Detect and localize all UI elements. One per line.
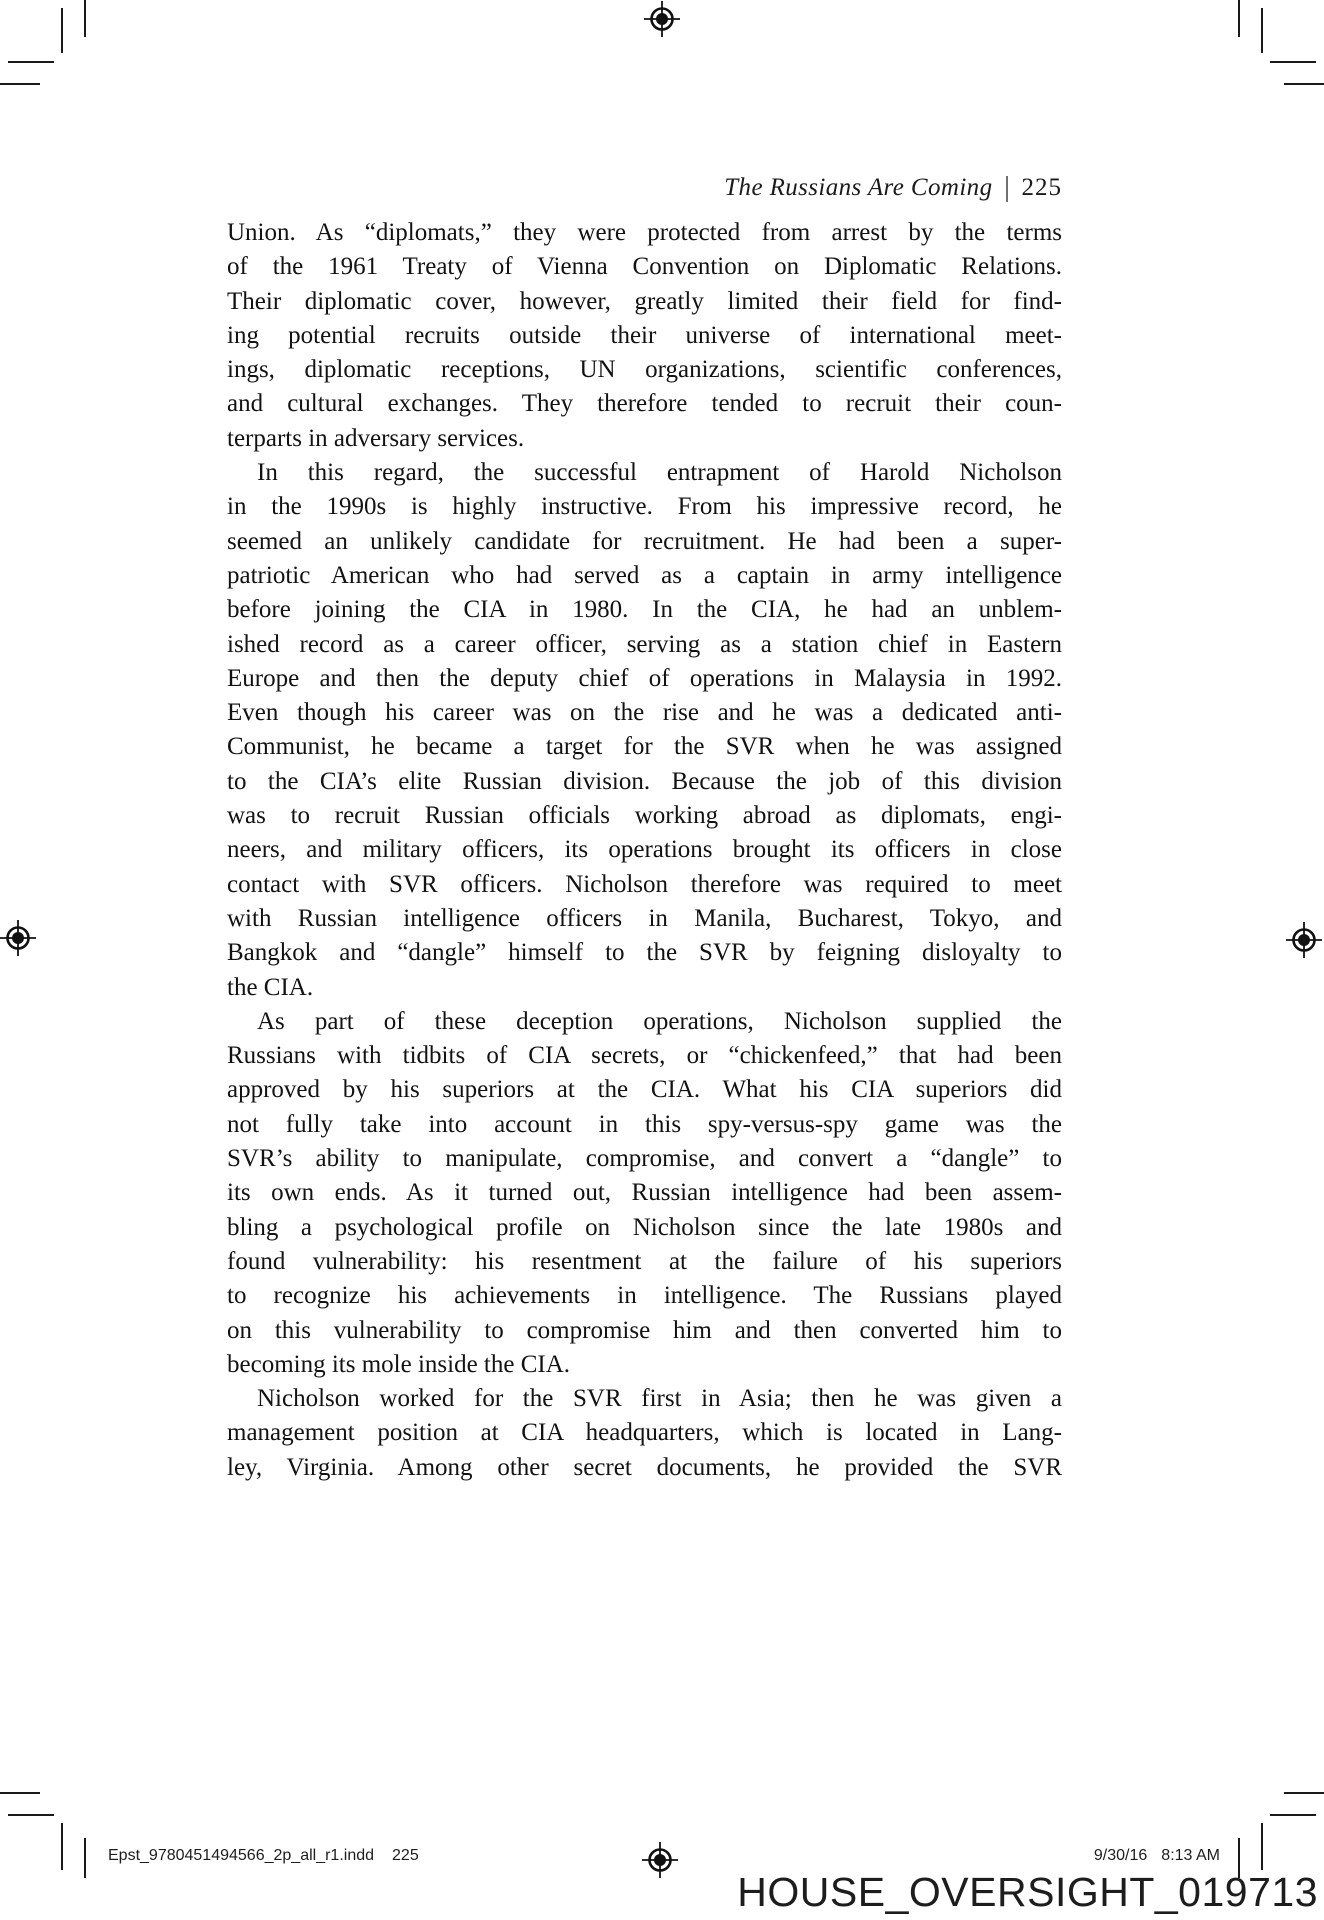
footer-slug-filename bbox=[108, 1847, 419, 1865]
body-line: approved by his superiors at the CIA. What his CIA superiors did bbox=[227, 1076, 1062, 1104]
registration-crosshair-icon bbox=[642, 1842, 678, 1878]
running-head bbox=[724, 171, 1062, 203]
body-line: before joining the CIA in 1980. In the CIA, he had an unblem- bbox=[227, 596, 1062, 624]
footer-slug-datetime bbox=[1094, 1847, 1220, 1865]
crop-mark bbox=[61, 1823, 63, 1870]
page-number: 225 bbox=[1021, 174, 1062, 201]
crop-mark bbox=[1284, 1792, 1324, 1794]
body-line: its own ends. As it turned out, Russian intelligence had been assem- bbox=[227, 1179, 1062, 1207]
body-line: Nicholson worked for the SVR first in Asia; then he was given a bbox=[257, 1385, 1062, 1413]
crop-mark bbox=[84, 0, 86, 37]
body-line: in the 1990s is highly instructive. From his impressive record, he bbox=[227, 493, 1062, 521]
crop-mark bbox=[1284, 83, 1324, 85]
body-line: As part of these deception operations, Nicholson supplied the bbox=[257, 1007, 1062, 1035]
indd-filename: Epst_9780451494566_2p_all_r1.indd bbox=[108, 1847, 375, 1864]
crop-mark bbox=[61, 8, 63, 53]
body-line: management position at CIA headquarters, which is located in Lang- bbox=[227, 1419, 1062, 1447]
body-line: becoming its mole inside the CIA. bbox=[227, 1350, 571, 1378]
body-line: with Russian intelligence officers in Manila, Bucharest, Tokyo, and bbox=[227, 904, 1062, 932]
body-line: and cultural exchanges. They therefore tended to recruit their coun- bbox=[227, 390, 1062, 418]
crop-mark bbox=[84, 1838, 86, 1878]
body-line: Russians with tidbits of CIA secrets, or “chickenfeed,” that had been bbox=[227, 1042, 1062, 1070]
crop-mark bbox=[1270, 1814, 1316, 1816]
body-line: ley, Virginia. Among other secret documents, he provided the SVR bbox=[227, 1453, 1062, 1481]
crop-mark bbox=[1270, 61, 1316, 63]
body-line: Their diplomatic cover, however, greatly limited their field for find- bbox=[227, 287, 1062, 315]
paragraph bbox=[227, 456, 1062, 1005]
crop-mark bbox=[0, 1792, 40, 1794]
body-line: bling a psychological profile on Nicholson since the late 1980s and bbox=[227, 1213, 1062, 1241]
bates-stamp: HOUSE_OVERSIGHT_019713 bbox=[737, 1869, 1318, 1915]
chapter-title: The Russians Are Coming bbox=[724, 174, 993, 201]
registration-crosshair-icon bbox=[1286, 922, 1322, 958]
body-line: Union. As “diplomats,” they were protected from arrest by the terms bbox=[227, 219, 1062, 246]
body-line: Communist, he became a target for the SVR when he was assigned bbox=[227, 733, 1062, 761]
body-line: the CIA. bbox=[227, 973, 314, 1001]
paragraph bbox=[227, 1382, 1062, 1485]
body-line: seemed an unlikely candidate for recruitment. He had been a super- bbox=[227, 527, 1062, 555]
crop-mark bbox=[1261, 1823, 1263, 1870]
crop-mark bbox=[0, 83, 40, 85]
indd-page-number: 225 bbox=[392, 1847, 419, 1864]
body-line: ished record as a career officer, serving as a station chief in Eastern bbox=[227, 630, 1062, 658]
body-line: on this vulnerability to compromise him and then converted him to bbox=[227, 1316, 1062, 1344]
body-line: patriotic American who had served as a captain in army intelligence bbox=[227, 561, 1062, 589]
crop-mark bbox=[1261, 8, 1263, 53]
body-line: terparts in adversary services. bbox=[227, 424, 525, 452]
crop-mark bbox=[8, 1814, 54, 1816]
crop-mark bbox=[8, 61, 54, 63]
registration-crosshair-icon bbox=[0, 920, 36, 956]
header-separator: | bbox=[1004, 171, 1010, 203]
body-line: In this regard, the successful entrapment of Harold Nicholson bbox=[257, 459, 1062, 487]
body-line: contact with SVR officers. Nicholson therefore was required to meet bbox=[227, 870, 1062, 898]
body-text bbox=[227, 216, 1062, 1485]
print-date: 9/30/16 bbox=[1093, 1847, 1148, 1864]
body-line: Even though his career was on the rise and he was a dedicated anti- bbox=[227, 699, 1062, 727]
body-line: of the 1961 Treaty of Vienna Convention on Diplomatic Relations. bbox=[227, 253, 1062, 281]
crop-mark bbox=[1238, 0, 1240, 37]
paragraph bbox=[227, 216, 1062, 456]
body-line: Europe and then the deputy chief of operations in Malaysia in 1992. bbox=[227, 664, 1062, 692]
body-line: Bangkok and “dangle” himself to the SVR by feigning disloyalty to bbox=[227, 939, 1062, 967]
body-line: SVR’s ability to manipulate, compromise, and convert a “dangle” to bbox=[227, 1145, 1062, 1173]
body-line: not fully take into account in this spy-versus-spy game was the bbox=[227, 1110, 1062, 1138]
body-line: to recognize his achievements in intelligence. The Russians played bbox=[227, 1282, 1062, 1310]
print-time: 8:13 AM bbox=[1161, 1847, 1220, 1864]
body-line: neers, and military officers, its operations brought its officers in close bbox=[227, 836, 1062, 864]
body-line: found vulnerability: his resentment at the failure of his superiors bbox=[227, 1247, 1062, 1275]
registration-crosshair-icon bbox=[644, 1, 680, 37]
paragraph bbox=[227, 1005, 1062, 1382]
body-line: ing potential recruits outside their universe of international meet- bbox=[227, 321, 1062, 349]
body-line: ings, diplomatic receptions, UN organizations, scientific conferences, bbox=[227, 356, 1062, 384]
body-line: to the CIA’s elite Russian division. Because the job of this division bbox=[227, 767, 1062, 795]
body-line: was to recruit Russian officials working abroad as diplomats, engi- bbox=[227, 802, 1062, 830]
